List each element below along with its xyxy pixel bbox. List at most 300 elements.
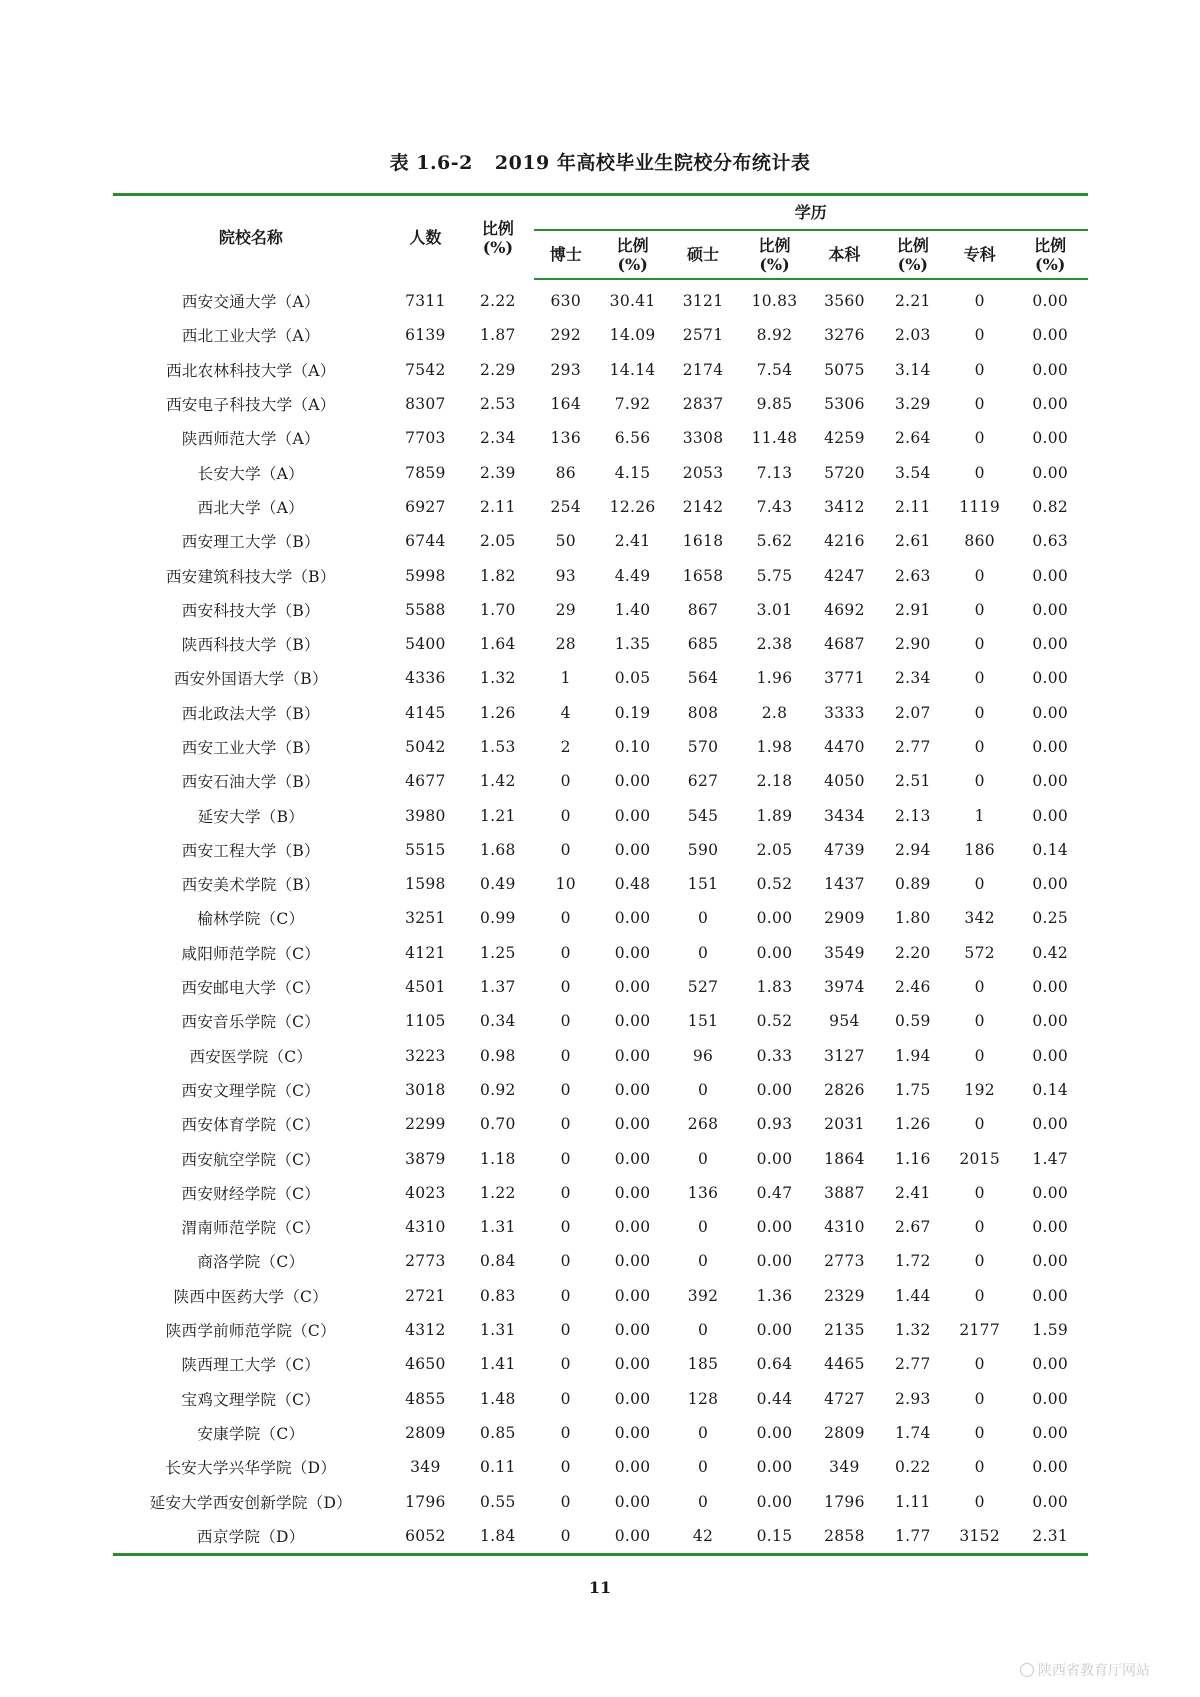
cell-bachelor: 4470 <box>824 738 865 756</box>
cell-junior-ratio: 0.82 <box>1032 497 1069 516</box>
cell-phd: 0 <box>560 1492 571 1511</box>
cell-phd-ratio: 0.19 <box>614 703 651 722</box>
cell-master: 42 <box>692 1526 714 1545</box>
cell-bachelor: 349 <box>829 1458 860 1477</box>
cell-master-ratio: 2.38 <box>756 635 793 654</box>
cell-master: 527 <box>687 978 719 997</box>
cell-phd-ratio: 0.00 <box>614 978 651 997</box>
cell-bachelor: 2809 <box>824 1423 865 1442</box>
cell-school-name: 西安建筑科技大学（B） <box>165 567 336 586</box>
cell-junior: 0 <box>974 738 985 756</box>
cell-junior: 342 <box>964 909 995 928</box>
cell-school-name: 西北政法大学（B） <box>181 704 320 723</box>
cell-phd: 254 <box>550 497 581 516</box>
cell-bachelor: 3434 <box>824 806 865 825</box>
cell-count: 7311 <box>405 291 446 310</box>
cell-master: 96 <box>692 1046 714 1065</box>
cell-junior-ratio: 0.00 <box>1032 600 1069 619</box>
cell-bachelor: 3974 <box>824 978 865 997</box>
cell-bachelor: 3549 <box>824 943 865 962</box>
cell-master: 0 <box>697 943 709 962</box>
cell-ratio: 1.70 <box>480 600 516 619</box>
cell-ratio: 2.22 <box>480 291 516 310</box>
cell-bachelor: 954 <box>829 1012 860 1031</box>
cell-ratio: 1.25 <box>480 943 516 962</box>
cell-junior: 0 <box>974 1389 985 1408</box>
cell-junior-ratio: 1.47 <box>1032 1149 1069 1168</box>
cell-phd-ratio: 6.56 <box>614 429 651 448</box>
table-row <box>113 970 1088 1004</box>
cell-ratio: 2.53 <box>480 395 516 414</box>
cell-junior-ratio: 0.00 <box>1032 1423 1069 1442</box>
cell-master-ratio: 2.8 <box>761 703 788 722</box>
cell-phd: 0 <box>560 1355 571 1374</box>
cell-master-ratio: 7.43 <box>756 497 793 516</box>
cell-junior: 0 <box>974 360 985 379</box>
cell-junior-ratio: 0.14 <box>1032 1080 1069 1099</box>
cell-phd: 4 <box>560 703 571 722</box>
cell-school-name: 延安大学（B） <box>197 807 305 826</box>
cell-junior: 0 <box>974 772 985 791</box>
cell-bachelor: 1437 <box>824 875 865 894</box>
cell-count: 7703 <box>405 429 446 448</box>
cell-count: 6927 <box>405 497 446 516</box>
cell-bachelor-ratio: 1.44 <box>894 1286 931 1305</box>
cell-master-ratio: 0.00 <box>756 1252 793 1271</box>
cell-bachelor: 5306 <box>824 395 865 414</box>
cell-ratio: 2.29 <box>480 360 516 379</box>
cell-junior-ratio: 0.00 <box>1032 1389 1069 1408</box>
cell-bachelor: 2826 <box>824 1080 865 1099</box>
header-phd-ratio: 比例 (%) <box>598 230 667 279</box>
cell-master: 685 <box>687 635 719 654</box>
cell-phd: 50 <box>555 532 576 551</box>
table-row <box>113 1484 1088 1518</box>
cell-master-ratio: 0.00 <box>756 1458 793 1477</box>
cell-school-name: 宝鸡文理学院（C） <box>181 1390 321 1409</box>
cell-bachelor: 3412 <box>824 497 865 516</box>
cell-bachelor-ratio: 2.20 <box>894 943 931 962</box>
table-row <box>113 696 1088 730</box>
cell-junior: 0 <box>974 326 985 345</box>
cell-ratio: 0.84 <box>480 1252 516 1271</box>
table-row <box>113 1279 1088 1313</box>
cell-school-name: 西京学院（D） <box>197 1527 305 1546</box>
cell-phd: 28 <box>555 635 576 654</box>
cell-count: 349 <box>410 1458 441 1477</box>
cell-bachelor-ratio: 2.46 <box>894 978 931 997</box>
cell-ratio: 1.64 <box>480 635 516 654</box>
header-master-ratio: 比例 (%) <box>739 230 810 279</box>
cell-ratio: 2.05 <box>480 532 516 551</box>
cell-ratio: 0.70 <box>480 1115 516 1134</box>
cell-phd: 0 <box>560 840 571 859</box>
cell-bachelor: 4050 <box>824 772 865 791</box>
cell-bachelor: 2031 <box>824 1115 865 1134</box>
cell-phd: 136 <box>550 429 581 448</box>
cell-junior: 0 <box>974 566 985 585</box>
cell-school-name: 长安大学兴华学院（D） <box>165 1459 337 1478</box>
header-bachelor: 本科 <box>810 230 878 279</box>
cell-master: 0 <box>697 1321 709 1340</box>
cell-school-name: 陕西师范大学（A） <box>181 430 320 449</box>
cell-school-name: 西安航空学院（C） <box>181 1150 321 1169</box>
cell-master-ratio: 1.36 <box>756 1286 793 1305</box>
cell-master-ratio: 1.89 <box>756 806 793 825</box>
cell-master: 1658 <box>682 566 724 585</box>
cell-bachelor: 4216 <box>824 532 865 551</box>
cell-phd: 0 <box>560 1252 571 1271</box>
cell-phd-ratio: 0.00 <box>614 1252 651 1271</box>
cell-junior-ratio: 0.00 <box>1032 1115 1069 1134</box>
cell-bachelor: 3276 <box>824 326 865 345</box>
cell-phd-ratio: 0.00 <box>614 1012 651 1031</box>
cell-ratio: 2.11 <box>480 497 516 516</box>
cell-junior: 0 <box>974 1183 985 1202</box>
cell-count: 5515 <box>405 840 446 859</box>
cell-bachelor-ratio: 1.72 <box>894 1252 931 1271</box>
cell-phd-ratio: 0.00 <box>614 1492 651 1511</box>
cell-phd-ratio: 0.00 <box>614 909 651 928</box>
cell-school-name: 西安文理学院（C） <box>181 1081 321 1100</box>
cell-junior: 0 <box>974 1458 985 1477</box>
table-row <box>113 867 1088 901</box>
cell-count: 1796 <box>405 1492 446 1511</box>
cell-master: 0 <box>697 1218 709 1237</box>
graduate-distribution-table <box>113 193 1088 1556</box>
cell-school-name: 西安工业大学（B） <box>181 739 320 757</box>
page-number: 11 <box>588 1578 612 1597</box>
cell-master: 867 <box>687 600 719 619</box>
table-row <box>113 353 1088 387</box>
cell-count: 3879 <box>405 1149 446 1168</box>
cell-phd-ratio: 0.00 <box>614 1115 651 1134</box>
cell-junior-ratio: 1.59 <box>1032 1321 1069 1340</box>
cell-master: 2837 <box>682 395 724 414</box>
cell-master-ratio: 2.05 <box>756 840 793 859</box>
table-row <box>113 421 1088 455</box>
cell-phd-ratio: 0.00 <box>614 1080 651 1099</box>
cell-ratio: 0.83 <box>480 1286 516 1305</box>
table-number: 表 1.6-2 <box>389 152 473 174</box>
cell-master-ratio: 1.96 <box>756 669 793 688</box>
cell-master-ratio: 9.85 <box>756 395 793 414</box>
cell-school-name: 长安大学（A） <box>197 464 304 483</box>
cell-junior: 3152 <box>959 1526 1000 1545</box>
cell-junior: 0 <box>974 1423 985 1442</box>
cell-bachelor-ratio: 2.91 <box>894 600 931 619</box>
cell-master: 2174 <box>682 360 724 379</box>
cell-master: 545 <box>687 806 719 825</box>
cell-junior-ratio: 0.00 <box>1032 1218 1069 1237</box>
cell-count: 5998 <box>405 566 446 585</box>
cell-count: 4023 <box>405 1183 446 1202</box>
table-row <box>113 558 1088 592</box>
cell-junior-ratio: 2.31 <box>1032 1526 1069 1545</box>
cell-junior: 0 <box>974 1252 985 1271</box>
cell-ratio: 1.31 <box>480 1218 516 1237</box>
cell-phd-ratio: 0.00 <box>614 1046 651 1065</box>
cell-school-name: 西安理工大学（B） <box>181 533 320 552</box>
cell-ratio: 1.68 <box>480 840 516 859</box>
cell-count: 3980 <box>405 806 446 825</box>
cell-master: 0 <box>697 1458 709 1477</box>
cell-junior-ratio: 0.00 <box>1032 738 1069 756</box>
cell-bachelor: 4692 <box>824 600 865 619</box>
cell-phd: 0 <box>560 1080 571 1099</box>
cell-school-name: 延安大学西安创新学院（D） <box>149 1493 352 1512</box>
cell-junior: 0 <box>974 600 985 619</box>
cell-junior-ratio: 0.00 <box>1032 1286 1069 1305</box>
cell-junior: 0 <box>974 1286 985 1305</box>
table-row <box>113 1176 1088 1210</box>
cell-bachelor: 3333 <box>824 703 865 722</box>
cell-phd-ratio: 0.00 <box>614 1355 651 1374</box>
cell-bachelor: 4739 <box>824 840 865 859</box>
cell-ratio: 1.26 <box>480 703 516 722</box>
table-row <box>113 1313 1088 1347</box>
cell-master: 151 <box>687 875 719 894</box>
cell-ratio: 1.53 <box>480 738 516 756</box>
table-row <box>113 627 1088 661</box>
table-row <box>113 1004 1088 1038</box>
cell-master: 185 <box>687 1355 719 1374</box>
cell-bachelor-ratio: 2.94 <box>894 840 931 859</box>
cell-bachelor-ratio: 1.94 <box>894 1046 931 1065</box>
cell-count: 5042 <box>405 738 446 756</box>
cell-school-name: 西安音乐学院（C） <box>181 1013 321 1032</box>
cell-phd-ratio: 0.00 <box>614 1423 651 1442</box>
cell-master-ratio: 7.54 <box>756 360 793 379</box>
cell-school-name: 西安医学院（C） <box>189 1047 313 1066</box>
cell-master-ratio: 0.44 <box>756 1389 793 1408</box>
cell-master-ratio: 0.00 <box>756 943 793 962</box>
cell-phd-ratio: 14.09 <box>609 326 656 345</box>
cell-school-name: 西北大学（A） <box>197 498 304 517</box>
cell-ratio: 0.98 <box>480 1046 516 1065</box>
cell-ratio: 2.34 <box>480 429 516 448</box>
cell-ratio: 0.11 <box>480 1458 516 1477</box>
header-junior: 专科 <box>947 230 1012 279</box>
cell-count: 6139 <box>405 326 446 345</box>
cell-count: 4145 <box>405 703 446 722</box>
cell-school-name: 渭南师范学院（C） <box>181 1219 321 1238</box>
cell-junior: 0 <box>974 1115 985 1134</box>
cell-ratio: 1.42 <box>480 772 516 791</box>
cell-bachelor-ratio: 2.51 <box>894 772 931 791</box>
cell-phd-ratio: 0.00 <box>614 1218 651 1237</box>
cell-master: 268 <box>687 1115 719 1134</box>
cell-master: 808 <box>687 703 719 722</box>
cell-phd-ratio: 12.26 <box>609 497 656 516</box>
cell-count: 4336 <box>405 669 446 688</box>
cell-master-ratio: 10.83 <box>751 292 798 311</box>
cell-master-ratio: 8.92 <box>756 326 793 345</box>
cell-phd: 630 <box>550 292 581 311</box>
cell-bachelor-ratio: 2.61 <box>894 532 931 551</box>
cell-master-ratio: 0.00 <box>756 1321 793 1340</box>
cell-ratio: 1.22 <box>480 1183 516 1202</box>
cell-ratio: 1.48 <box>480 1389 516 1408</box>
cell-bachelor-ratio: 1.80 <box>894 909 931 928</box>
cell-junior-ratio: 0.00 <box>1032 463 1069 482</box>
table-row <box>113 1107 1088 1141</box>
table-row <box>113 901 1088 935</box>
header-bachelor-ratio: 比例 (%) <box>879 230 947 279</box>
cell-master-ratio: 0.33 <box>756 1046 793 1065</box>
header-junior-ratio: 比例 (%) <box>1012 230 1088 279</box>
cell-master-ratio: 5.62 <box>756 532 793 551</box>
cell-school-name: 西安交通大学（A） <box>181 292 320 311</box>
cell-junior: 0 <box>974 669 985 688</box>
cell-master: 128 <box>687 1389 719 1408</box>
cell-junior: 0 <box>974 1355 985 1374</box>
cell-bachelor-ratio: 3.29 <box>894 395 931 414</box>
cell-ratio: 1.84 <box>480 1526 516 1545</box>
cell-junior: 0 <box>974 1046 985 1065</box>
cell-phd-ratio: 0.00 <box>614 806 651 825</box>
cell-ratio: 1.21 <box>480 806 516 825</box>
table-caption <box>0 148 1200 175</box>
header-school-name: 院校名称 <box>218 228 283 247</box>
emblem-icon <box>1020 1663 1034 1677</box>
table-row <box>113 1210 1088 1244</box>
cell-bachelor: 3560 <box>824 292 865 311</box>
cell-count: 5588 <box>405 600 446 619</box>
cell-master-ratio: 0.52 <box>756 875 793 894</box>
cell-master: 1618 <box>682 532 724 551</box>
cell-phd-ratio: 0.00 <box>614 1321 651 1340</box>
cell-ratio: 0.85 <box>480 1423 516 1442</box>
cell-bachelor-ratio: 2.67 <box>894 1218 931 1237</box>
cell-school-name: 陕西科技大学（B） <box>181 636 320 655</box>
cell-bachelor: 2773 <box>824 1252 865 1271</box>
cell-count: 2773 <box>405 1252 446 1271</box>
cell-school-name: 西安外国语大学（B） <box>173 670 328 689</box>
table-row <box>113 1141 1088 1175</box>
cell-junior: 0 <box>974 1492 985 1511</box>
cell-phd: 0 <box>560 1458 571 1477</box>
cell-ratio: 0.55 <box>480 1492 516 1511</box>
cell-phd-ratio: 0.00 <box>614 772 651 791</box>
cell-phd-ratio: 0.00 <box>614 1458 651 1477</box>
cell-master: 0 <box>697 909 709 928</box>
cell-junior-ratio: 0.25 <box>1032 909 1069 928</box>
cell-phd-ratio: 0.00 <box>614 943 651 962</box>
cell-junior-ratio: 0.00 <box>1032 1252 1069 1271</box>
cell-bachelor-ratio: 1.16 <box>894 1149 931 1168</box>
cell-junior-ratio: 0.00 <box>1032 1458 1069 1477</box>
cell-phd: 0 <box>560 978 571 997</box>
cell-junior-ratio: 0.63 <box>1032 532 1069 551</box>
cell-phd-ratio: 0.00 <box>614 1149 651 1168</box>
table-row <box>113 1073 1088 1107</box>
cell-school-name: 西安工程大学（B） <box>181 841 320 860</box>
cell-bachelor-ratio: 2.03 <box>894 326 931 345</box>
cell-junior: 0 <box>974 292 985 311</box>
cell-master-ratio: 7.13 <box>756 463 793 482</box>
cell-school-name: 榆林学院（C） <box>197 910 305 929</box>
cell-junior-ratio: 0.00 <box>1032 326 1069 345</box>
cell-master: 0 <box>697 1149 709 1168</box>
table-row <box>113 593 1088 627</box>
cell-bachelor: 4465 <box>824 1355 865 1374</box>
cell-school-name: 陕西理工大学（C） <box>181 1356 321 1375</box>
cell-phd-ratio: 1.40 <box>614 600 651 619</box>
cell-count: 3018 <box>405 1080 446 1099</box>
cell-phd-ratio: 30.41 <box>609 292 656 311</box>
table-row <box>113 661 1088 695</box>
table-row <box>113 1519 1088 1555</box>
cell-junior: 860 <box>964 532 995 551</box>
cell-ratio: 1.32 <box>480 669 516 688</box>
cell-phd: 292 <box>550 326 581 345</box>
cell-phd: 293 <box>550 360 581 379</box>
header-master: 硕士 <box>667 230 738 279</box>
cell-junior: 0 <box>974 463 985 482</box>
cell-junior-ratio: 0.00 <box>1032 1355 1069 1374</box>
cell-bachelor-ratio: 2.21 <box>894 292 931 311</box>
cell-phd: 0 <box>560 1321 571 1340</box>
cell-bachelor: 3771 <box>824 669 865 688</box>
table-title: 2019 年高校毕业生院校分布统计表 <box>494 152 811 174</box>
cell-phd-ratio: 0.00 <box>614 1389 651 1408</box>
cell-junior: 1119 <box>959 497 1000 516</box>
cell-bachelor-ratio: 1.26 <box>894 1115 931 1134</box>
cell-count: 2809 <box>405 1423 446 1442</box>
header-ratio: 比例 (%) <box>481 218 514 257</box>
cell-phd: 29 <box>555 600 576 619</box>
cell-junior: 0 <box>974 635 985 654</box>
cell-school-name: 陕西学前师范学院（C） <box>165 1322 336 1341</box>
cell-phd-ratio: 14.14 <box>609 360 656 379</box>
cell-phd: 0 <box>560 806 571 825</box>
cell-master-ratio: 2.18 <box>756 772 793 791</box>
cell-phd: 0 <box>560 1218 571 1237</box>
cell-junior: 0 <box>974 703 985 722</box>
cell-ratio: 1.87 <box>480 326 516 345</box>
cell-bachelor: 3127 <box>824 1046 865 1065</box>
cell-junior: 192 <box>964 1080 995 1099</box>
cell-count: 4312 <box>405 1321 446 1340</box>
cell-master: 2571 <box>682 326 724 345</box>
cell-phd: 0 <box>560 943 571 962</box>
cell-ratio: 1.82 <box>480 566 516 585</box>
cell-phd: 0 <box>560 1389 571 1408</box>
cell-phd: 10 <box>555 875 576 894</box>
cell-bachelor: 2135 <box>824 1321 865 1340</box>
cell-junior-ratio: 0.14 <box>1032 840 1069 859</box>
cell-bachelor: 4687 <box>824 635 865 654</box>
cell-count: 7542 <box>405 360 446 379</box>
cell-phd: 93 <box>555 566 576 585</box>
cell-junior-ratio: 0.00 <box>1032 360 1069 379</box>
cell-junior-ratio: 0.00 <box>1032 978 1069 997</box>
cell-master-ratio: 3.01 <box>756 600 793 619</box>
table-row <box>113 764 1088 798</box>
cell-master-ratio: 1.98 <box>756 738 793 756</box>
cell-phd: 1 <box>560 669 571 688</box>
cell-phd: 0 <box>560 909 571 928</box>
cell-ratio: 0.49 <box>480 875 516 894</box>
cell-junior-ratio: 0.00 <box>1032 635 1069 654</box>
cell-phd: 0 <box>560 1526 571 1545</box>
header-count: 人数 <box>409 228 442 247</box>
cell-count: 4650 <box>405 1355 446 1374</box>
cell-junior-ratio: 0.00 <box>1032 1183 1069 1202</box>
cell-bachelor: 4247 <box>824 566 865 585</box>
table-row <box>113 730 1088 764</box>
